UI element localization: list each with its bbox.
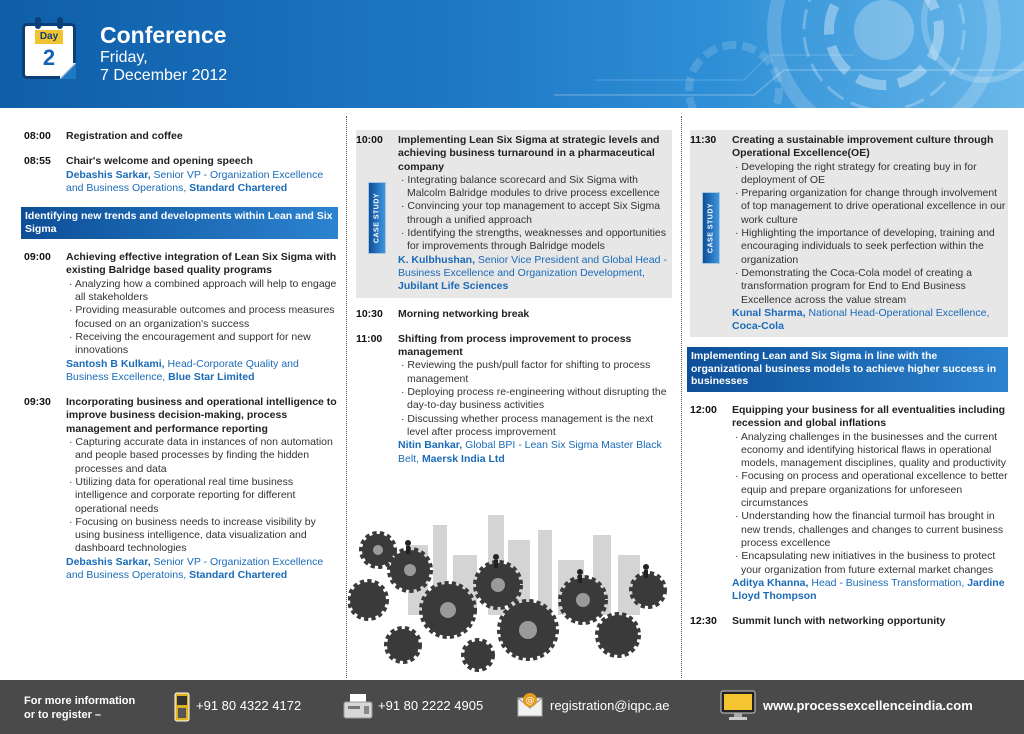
bullet-item: · Integrating balance scorecard and Six Sigma with Malcolm Balridge modules to drive process excellence bbox=[401, 173, 660, 200]
bullet-item: · Highlighting the importance of developing, training and encouraging individuals to seek perfection within the organization bbox=[735, 227, 995, 266]
session-title: Incorporating business and operational intelligence to improve business decision-making, process management and performance reporting bbox=[66, 396, 337, 435]
bullet-item: · Understanding how the financial turmoil has brought in new trends, challenges and changes to current business process excellence bbox=[735, 510, 1004, 549]
footer-more-info: For more information or to register – bbox=[24, 695, 136, 721]
session-time: 08:55 bbox=[24, 155, 51, 168]
session-1130 bbox=[690, 134, 1006, 333]
session-time: 08:00 bbox=[24, 130, 51, 142]
column-divider bbox=[346, 116, 347, 678]
session-title: Achieving effective integration of Lean Six Sigma with existing Balridge based quality programs bbox=[66, 251, 337, 277]
mobile-phone-icon bbox=[174, 692, 190, 722]
bullet-item: · Focusing on business needs to increase visibility by using business intelligence, data visualization and dashboard technologies bbox=[69, 515, 316, 555]
bullet-item: · Demonstrating the Coca-Cola model of creating a transformation program for End to End Business Excellence across the value stream bbox=[735, 266, 972, 306]
agenda-column-3 bbox=[690, 130, 1008, 641]
speaker: Kunal Sharma, National Head-Operational Excellence, Coca-Cola bbox=[732, 306, 990, 333]
case-study-block bbox=[356, 130, 672, 298]
date-full: 7 December 2012 bbox=[100, 67, 228, 84]
bullet-list bbox=[66, 436, 338, 556]
session-title: Equipping your business for all eventualities including recession and global inflations bbox=[732, 403, 1006, 430]
session-1230 bbox=[690, 615, 1008, 628]
page-title: Conference bbox=[100, 22, 227, 48]
session-time: 10:00 bbox=[356, 134, 383, 146]
bullet-item: · Utilizing data for operational real time business intelligence and corporate reporting for different operational needs bbox=[69, 475, 296, 515]
speaker: Santosh B Kulkami, Head-Corporate Quality and Business Excellence, Blue Star Limited bbox=[66, 357, 299, 383]
bullet-item: · Focusing on process and operational excellence to better equip and prepare organizations for unforeseen circumstances bbox=[735, 470, 1008, 510]
header-banner bbox=[0, 0, 1024, 108]
session-1000 bbox=[356, 134, 670, 254]
bullet-list bbox=[66, 278, 338, 358]
session-time: 09:00 bbox=[24, 251, 51, 264]
bullet-item: · Identifying the strengths, weaknesses and opportunities for improvements through Balridge models bbox=[401, 227, 666, 253]
fax-icon bbox=[342, 692, 374, 722]
session-title: Summit lunch with networking opportunity bbox=[732, 615, 946, 628]
case-study-badge: CASE STUDY bbox=[368, 182, 386, 254]
column-divider bbox=[681, 116, 682, 678]
session-time: 12:00 bbox=[690, 403, 717, 416]
bullet-list bbox=[732, 431, 1008, 577]
svg-text:@: @ bbox=[525, 696, 535, 706]
session-time: 10:30 bbox=[356, 307, 383, 320]
bullet-item: · Preparing organization for change through involvement of top management to drive operational excellence in our work culture bbox=[735, 187, 1006, 226]
bullet-item: · Discussing whether process management is the next level after process improvement bbox=[401, 412, 654, 438]
bullet-item: · Providing measurable outcomes and process measures focused on an organization's success bbox=[69, 304, 335, 330]
session-1030 bbox=[356, 308, 672, 321]
session-0900 bbox=[24, 251, 338, 384]
email-link[interactable]: registration@iqpc.ae bbox=[550, 698, 670, 713]
agenda-column-2 bbox=[356, 130, 672, 478]
bullet-item: · Capturing accurate data in instances of non automation and people based processes by finding the hidden processes and data bbox=[69, 436, 333, 475]
speaker: K. Kulbhushan, Senior Vice President and Global Head - Business Excellence and Organization Development, Jubilant Life Sciences bbox=[398, 253, 667, 293]
session-title: Chair's welcome and opening speech bbox=[66, 155, 253, 168]
gears-illustration bbox=[348, 505, 678, 675]
bullet-item: · Convincing your top management to accept Six Sigma through a unified approach bbox=[401, 200, 661, 226]
bullet-item: · Reviewing the push/pull factor for shifting to process management bbox=[401, 359, 651, 385]
session-1200 bbox=[690, 404, 1008, 603]
session-title: Shifting from process improvement to process management bbox=[398, 332, 632, 359]
speaker: Debashis Sarkar, Senior VP - Organization Excellence and Business Operatoins, Standard Chartered bbox=[66, 555, 324, 582]
case-study-badge: CASE STUDY bbox=[702, 192, 720, 264]
day-number: 2 bbox=[42, 45, 56, 70]
session-time: 12:30 bbox=[690, 615, 717, 628]
session-time: 11:30 bbox=[690, 134, 717, 146]
website-link[interactable]: www.processexcellenceindia.com bbox=[763, 698, 973, 713]
speaker: Nitin Bankar, Global BPI - Lean Six Sigma Master Black Belt, Maersk India Ltd bbox=[398, 439, 662, 465]
session-title: Registration and coffee bbox=[66, 130, 183, 142]
bullet-list bbox=[398, 359, 672, 439]
speaker: Debashis Sarkar, Senior VP - Organization Excellence and Business Operations, Standard Chartered bbox=[66, 168, 324, 194]
session-0855 bbox=[24, 155, 338, 195]
section-band: Implementing Lean and Six Sigma in line with the organizational business models to achieve higher success in businesses bbox=[687, 347, 1008, 392]
bullet-item: · Developing the right strategy for creating buy in for deployment of OE bbox=[735, 160, 977, 186]
email-icon bbox=[516, 692, 544, 720]
bullet-item: · Analyzing how a combined approach will help to engage all stakeholders bbox=[69, 277, 337, 304]
session-0800 bbox=[24, 130, 338, 143]
bullet-item: · Receiving the encouragement and support for new innovations bbox=[69, 330, 311, 357]
section-band: Identifying new trends and developments within Lean and Six Sigma bbox=[21, 207, 338, 239]
session-title: Implementing Lean Six Sigma at strategic levels and achieving business turnaround in a pharmaceutical company bbox=[398, 134, 660, 173]
tech-gear-graphic bbox=[554, 0, 1024, 108]
footer-bar bbox=[0, 680, 1024, 734]
day-label: Day bbox=[35, 30, 63, 44]
date-weekday: Friday, bbox=[100, 49, 148, 66]
case-study-block bbox=[690, 130, 1008, 337]
monitor-icon bbox=[720, 690, 756, 722]
bullet-list bbox=[398, 174, 670, 254]
bullet-item: · Encapsulating new initiatives in the business to protect your organization from future external market changes bbox=[735, 550, 996, 576]
session-time: 09:30 bbox=[24, 396, 51, 409]
session-0930 bbox=[24, 396, 338, 582]
session-1100 bbox=[356, 333, 672, 466]
session-time: 11:00 bbox=[356, 332, 383, 345]
agenda-column-1 bbox=[24, 130, 338, 594]
bullet-list bbox=[732, 161, 1006, 307]
speaker: Aditya Khanna, Head - Business Transformation, Jardine Lloyd Thompson bbox=[732, 576, 1005, 603]
session-title: Morning networking break bbox=[398, 307, 530, 320]
calendar-icon bbox=[22, 23, 76, 79]
phone-number[interactable]: +91 80 4322 4172 bbox=[196, 698, 302, 713]
fax-number[interactable]: +91 80 2222 4905 bbox=[378, 698, 484, 713]
bullet-item: · Deploying process re-engineering without disrupting the day-to-day business activities bbox=[401, 386, 667, 412]
bullet-item: · Analyzing challenges in the businesses and the current economy and identifying historical flaws in operational models, management disciplines, quality and productivity bbox=[735, 430, 1006, 470]
session-title: Creating a sustainable improvement culture through Operational Excellence(OE) bbox=[732, 134, 994, 160]
